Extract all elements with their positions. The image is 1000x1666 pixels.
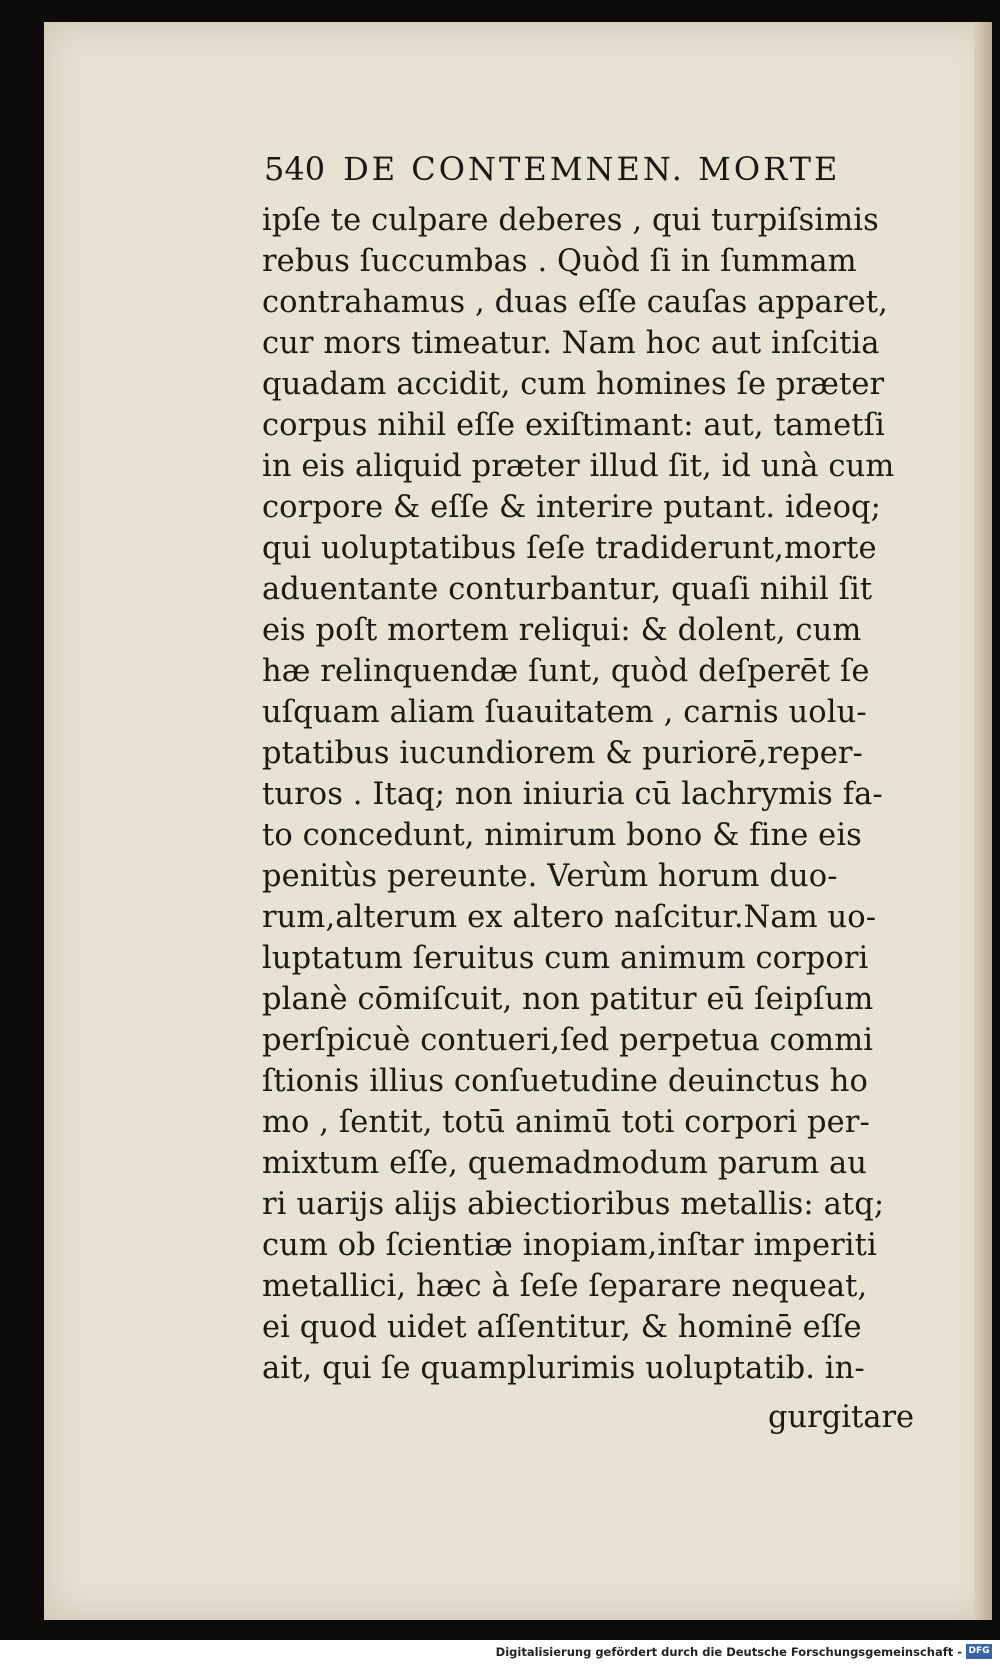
- text-line: luptatum ſeruitus cum animum corpori: [262, 941, 869, 976]
- text-line: metallici, hæc à ſeſe ſeparare nequeat,: [262, 1269, 868, 1304]
- text-line: perſpicuè contueri,ſed perpetua commi: [262, 1023, 874, 1058]
- text-line: quadam accidit, cum homines ſe præter: [262, 367, 885, 402]
- funding-credit: Digitalisierung gefördert durch die Deutsche Forschungsgemeinschaft -: [495, 1645, 962, 1659]
- running-title: DE CONTEMNEN. MORTE: [343, 150, 841, 188]
- text-line: ipſe te culpare deberes , qui turpiſsimis: [262, 203, 879, 238]
- text-line: ait, qui ſe quamplurimis uoluptatib. in-: [262, 1351, 865, 1386]
- folio-number: 540: [264, 150, 326, 188]
- text-line: ptatibus iucundiorem & puriorē,reper-: [262, 736, 863, 771]
- page-edge: [974, 22, 992, 1620]
- text-line: corpore & eſſe & interire putant. ideoq;: [262, 490, 882, 525]
- text-line: planè cōmiſcuit, non patitur eū ſeipſum: [262, 982, 874, 1017]
- page-header: [264, 150, 840, 188]
- text-line: qui uoluptatibus ſeſe tradiderunt,morte: [262, 531, 877, 566]
- text-line: corpus nihil eſſe exiſtimant: aut, tametſi: [262, 408, 885, 443]
- text-line: uſquam aliam ſuauitatem , carnis uolu-: [262, 695, 867, 730]
- text-line: penitùs pereunte. Verùm horum duo-: [262, 859, 838, 894]
- text-line: rebus ſuccumbas . Quòd ſi in ſummam: [262, 244, 857, 279]
- text-line: contrahamus , duas eſſe cauſas apparet,: [262, 285, 888, 320]
- text-line: aduentante conturbantur, quaſi nihil ſit: [262, 572, 873, 607]
- digitization-footer: [0, 1640, 1000, 1666]
- body-text: [262, 200, 912, 1389]
- dfg-logo: DFG: [966, 1644, 992, 1659]
- text-line: in eis aliquid præter illud ſit, id unà cum: [262, 449, 895, 484]
- text-line: cur mors timeatur. Nam hoc aut inſcitia: [262, 326, 880, 361]
- text-line: ei quod uidet aſſentitur, & hominē eſſe: [262, 1310, 862, 1345]
- text-line: rum,alterum ex altero naſcitur.Nam uo-: [262, 900, 877, 935]
- text-line: mo , ſentit, totū animū toti corpori per-: [262, 1105, 870, 1140]
- text-line: turos . Itaq; non iniuria cū lachrymis fa-: [262, 777, 883, 812]
- text-line: eis poſt mortem reliqui: & dolent, cum: [262, 613, 862, 648]
- text-line: ſtionis illius conſuetudine deuinctus ho: [262, 1064, 869, 1099]
- catchword: gurgitare: [768, 1400, 915, 1435]
- text-line: ri uarijs alijs abiectioribus metallis: atq;: [262, 1187, 885, 1222]
- text-line: cum ob ſcientiæ inopiam,inſtar imperiti: [262, 1228, 877, 1263]
- text-line: to concedunt, nimirum bono & fine eis: [262, 818, 862, 853]
- text-line: hæ relinquendæ ſunt, quòd deſperēt ſe: [262, 654, 870, 689]
- text-line: mixtum eſſe, quemadmodum parum au: [262, 1146, 868, 1181]
